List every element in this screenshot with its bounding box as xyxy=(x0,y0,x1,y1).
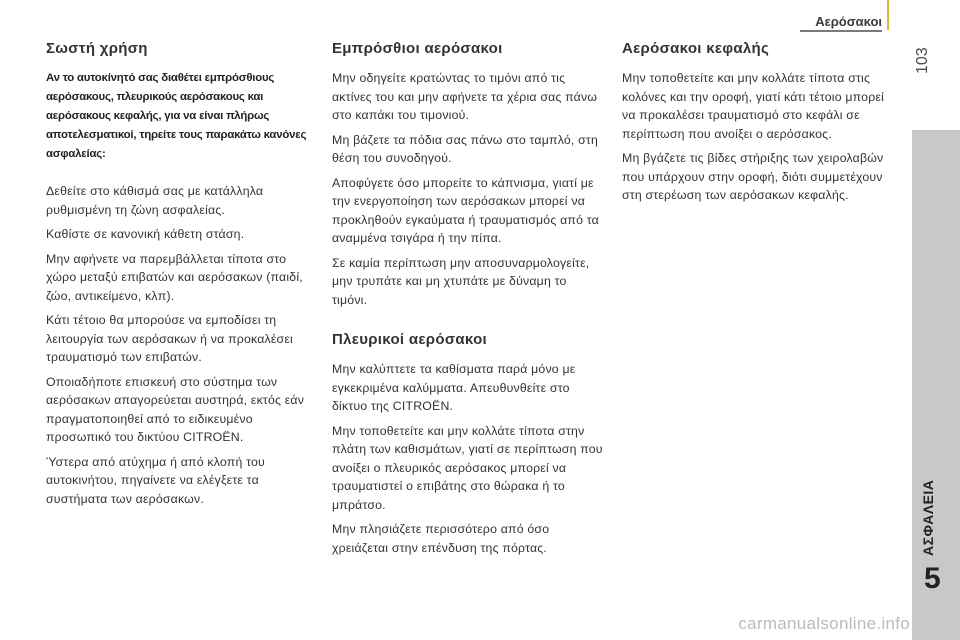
paragraph: Μην τοποθετείτε και μην κολλάτε τίποτα στην πλάτη των καθισμάτων, γιατί σε περίπτωση που ανοίξει ο πλευρικός αερόσακος μπορεί να τραυματιστεί ο επιβάτης στο θώρακα ή το μπράτσο. xyxy=(332,423,603,512)
section-heading-front-airbags: Εμπρόσθιοι αερόσακοι xyxy=(332,40,503,57)
page-number: 103 xyxy=(914,47,931,74)
paragraph: Μη βάζετε τα πόδια σας πάνω στο ταμπλό, στη θέση του συνοδηγού. xyxy=(332,132,599,165)
section-heading-side-airbags: Πλευρικοί αερόσακοι xyxy=(332,331,487,348)
paragraph: Μη βγάζετε τις βίδες στήριξης των χειρολαβών που υπάρχουν στην οροφή, διότι συμμετέχουν στη στερέωση των αερόσακων κεφαλής. xyxy=(622,151,884,202)
header-accent-bar xyxy=(887,0,889,30)
paragraph: Οποιαδήποτε επισκευή στο σύστημα των αερόσακων απαγορεύεται αυστηρά, εκτός εάν πραγματοποιηθεί από το ειδικευμένο προσωπικό του δικτύου CITROËN. xyxy=(46,374,305,444)
section-heading-curtain-airbags: Αερόσακοι κεφαλής xyxy=(622,40,770,57)
column-correct-use xyxy=(46,40,318,514)
column-curtain-airbags xyxy=(622,40,894,211)
section-heading-correct-use: Σωστή χρήση xyxy=(46,40,148,57)
paragraph: Ύστερα από ατύχημα ή από κλοπή του αυτοκινήτου, πηγαίνετε να ελέγξετε τα συστήματα των αερόσακων. xyxy=(46,454,265,506)
paragraph: Δεθείτε στο κάθισμά σας με κατάλληλα ρυθμισμένη τη ζώνη ασφαλείας. xyxy=(46,184,264,217)
paragraph: Μην τοποθετείτε και μην κολλάτε τίποτα στις κολόνες και την οροφή, γιατί κάτι τέτοιο μπορεί να προκαλέσει τραυματισμό στο κεφάλι σε περίπτωση που ανοίξει ο αερόσακος. xyxy=(622,71,885,141)
paragraph: Καθίστε σε κανονική κάθετη στάση. xyxy=(46,227,245,241)
header-rule xyxy=(800,30,882,32)
chapter-number: 5 xyxy=(924,562,941,595)
intro-text: Αν το αυτοκίνητό σας διαθέτει εμπρόσθιους αερόσακους, πλευρικούς αερόσακους και αερόσακους κεφαλής, για να είναι πλήρως αποτελεσματικοί, τηρείτε τους παρακάτω κανόνες ασφαλείας: xyxy=(46,72,307,160)
paragraph: Κάτι τέτοιο θα μπορούσε να εμποδίσει τη λειτουργία των αερόσακων ή να προκαλέσει τραυματισμό των επιβατών. xyxy=(46,313,293,364)
paragraph: Σε καμία περίπτωση μην αποσυναρμολογείτε, μην τρυπάτε και μη χτυπάτε με δύναμη το τιμόνι. xyxy=(332,255,590,307)
page-header-title: Αερόσακοι xyxy=(815,14,882,29)
paragraph: Μην οδηγείτε κρατώντας το τιμόνι από τις ακτίνες του και μην αφήνετε τα χέρια σας πάνω στο καπάκι του τιμονιού. xyxy=(332,71,598,122)
paragraph: Μην πλησιάζετε περισσότερο από όσο χρειάζεται στην επένδυση της πόρτας. xyxy=(332,522,550,555)
paragraph: Μην καλύπτετε τα καθίσματα παρά μόνο με εγκεκριμένα καλύμματα. Απευθυνθείτε στο δίκτυο της CITROËN. xyxy=(332,362,576,413)
watermark: carmanualsonline.info xyxy=(738,614,910,633)
paragraph: Αποφύγετε όσο μπορείτε το κάπνισμα, γιατί με την ενεργοποίηση των αερόσακων μπορεί να προκληθούν εγκαύματα ή τραυματισμός από τα αναμμένα τσιγάρα ή την πίπα. xyxy=(332,175,599,245)
paragraph: Μην αφήνετε να παρεμβάλλεται τίποτα στο χώρο μεταξύ επιβατών και αερόσακων (παιδί, ζώο, αντικείμενο, κλπ). xyxy=(46,251,303,303)
column-front-airbags xyxy=(332,40,604,563)
chapter-tab-label: ΑΣΦΑΛΕΙΑ xyxy=(920,479,936,556)
